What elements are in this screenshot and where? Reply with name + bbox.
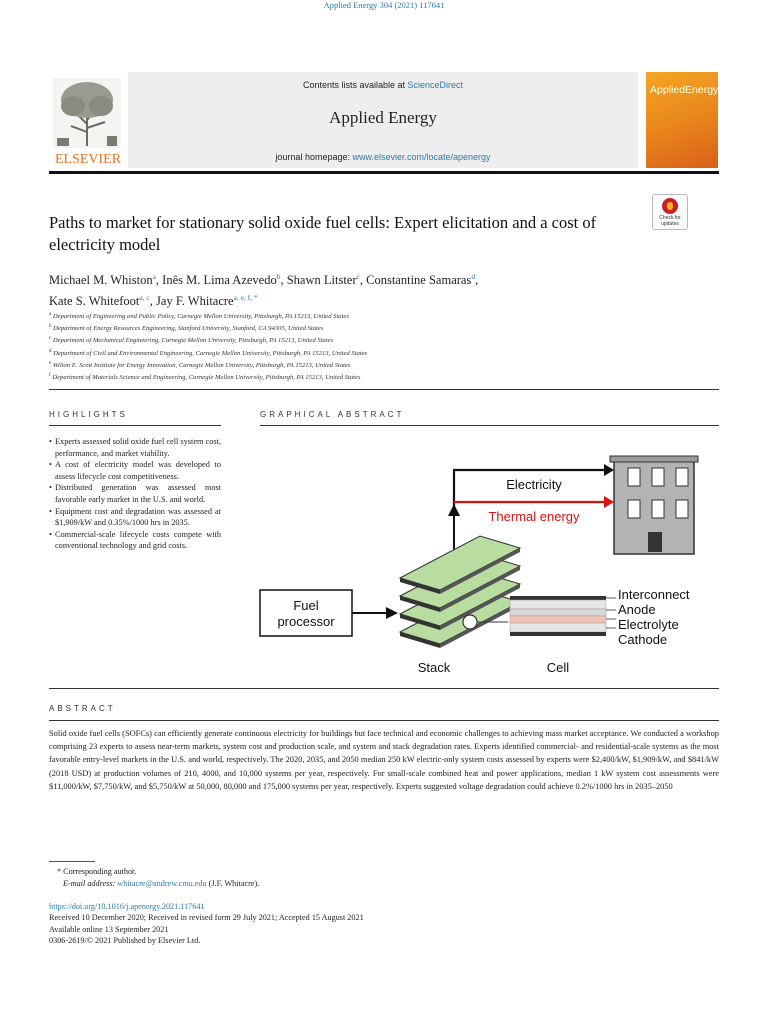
fuel-processor-box: [260, 590, 352, 636]
electricity-label: Electricity: [506, 477, 562, 492]
processor-label: processor: [277, 614, 335, 629]
available-online: Available online 13 September 2021: [49, 924, 169, 934]
building-window: [628, 468, 640, 486]
contents-prefix: Contents lists available at: [302, 80, 408, 90]
check-updates-icon: [662, 198, 678, 214]
affil-mark: b: [49, 324, 52, 330]
building-window: [652, 500, 664, 518]
stack-output-arrowhead: [448, 504, 460, 516]
author-name[interactable]: Michael M. Whiston: [49, 273, 153, 288]
affil-text: Wilton E. Scott Institute for Energy Innovation, Carnegie Mellon University, Pittsburgh, PA 15213, United States: [52, 361, 351, 369]
affiliations-rule: [49, 389, 719, 390]
author-name[interactable]: Kate S. Whitefoot: [49, 294, 140, 309]
highlights-heading: HIGHLIGHTS: [49, 410, 128, 419]
affil-mark: a: [49, 312, 52, 317]
author-affil-mark[interactable]: c: [356, 272, 360, 281]
highlight-item: • Experts assessed solid oxide fuel cell system cost, performance, and market viability.: [49, 436, 221, 459]
highlight-item: • A cost of electricity model was developed to assess lifecycle cost competitiveness.: [49, 459, 221, 482]
author-name[interactable]: Shawn Litster: [286, 273, 357, 288]
affil-text: Department of Civil and Environmental Engineering, Carnegie Mellon University, Pittsburgh, PA 15213, United States: [53, 349, 368, 357]
abstract-rule: [49, 720, 719, 721]
affiliation: [49, 310, 709, 322]
doi-link[interactable]: https://doi.org/10.1016/j.apenergy.2021.117641: [49, 902, 205, 911]
affil-text: Department of Energy Resources Engineering, Stanford University, Stanford, CA 94305, United States: [53, 325, 324, 333]
stack-label: Stack: [417, 660, 451, 675]
check-updates-label: Check for updates: [659, 215, 681, 227]
author-name[interactable]: Inês M. Lima Azevedo: [162, 273, 277, 288]
homepage-prefix: journal homepage:: [275, 152, 353, 162]
cell-label: Cell: [546, 660, 570, 675]
footnote-rule: [49, 861, 95, 862]
footnote-marker: *: [57, 867, 62, 876]
email-suffix: (J.F. Whitacre).: [206, 879, 260, 889]
author-name[interactable]: Constantine Samaras: [366, 273, 472, 288]
copyright: 0306-2619/© 2021 Published by Elsevier Ltd.: [49, 936, 201, 946]
highlights-rule: [49, 425, 221, 426]
fuel-label: Fuel: [293, 598, 319, 613]
homepage-line: [128, 152, 638, 162]
email-label: E-mail address:: [63, 879, 118, 889]
building-roof: [610, 456, 698, 462]
header-rule: [49, 171, 719, 174]
check-for-updates-badge[interactable]: [652, 194, 688, 230]
abstract-heading: ABSTRACT: [49, 704, 116, 713]
journal-reference[interactable]: Applied Energy 304 (2021) 117641: [323, 0, 445, 10]
author-affil-mark[interactable]: a, c: [139, 293, 150, 303]
building-door: [648, 532, 662, 552]
affiliation: [49, 334, 709, 346]
author-affil-mark[interactable]: d: [471, 272, 476, 281]
graphical-abstract-heading: GRAPHICAL ABSTRACT: [260, 410, 405, 419]
graphical-abstract-rule: [260, 425, 719, 426]
affil-mark: c: [49, 336, 52, 342]
elsevier-wordmark: ELSEVIER: [54, 152, 122, 166]
building-window: [628, 500, 640, 518]
contents-line: [128, 80, 638, 90]
article-history: [49, 901, 709, 947]
fuel-cell-stack: [400, 536, 520, 648]
affil-mark: d: [49, 348, 52, 354]
author-affil-mark[interactable]: b: [276, 272, 281, 281]
journal-title: Applied Energy: [329, 108, 437, 127]
highlight-item: • Commercial-scale lifecycle costs compete with conventional technology and grid costs.: [49, 529, 221, 552]
graphical-abstract-bottom-rule: [49, 688, 719, 689]
anode-label: Anode: [618, 602, 656, 617]
email-line: [49, 878, 709, 890]
graphical-abstract-figure[interactable]: [258, 430, 718, 676]
building-window: [676, 500, 688, 518]
highlight-item: • Equipment cost and degradation was assessed at $1,909/kW and 0.35%/1000 hrs in 2035.: [49, 506, 221, 529]
highlight-item: • Distributed generation was assessed most favorable early market in the U.S. and world.: [49, 482, 221, 505]
cell-layers: [510, 596, 606, 636]
affil-text: Department of Materials Science and Engineering, Carnegie Mellon University, Pittsburgh, PA 15213, United States: [52, 374, 361, 382]
author-name[interactable]: Jay F. Whitacre: [156, 294, 234, 309]
cover-title-a: Applied: [650, 84, 686, 96]
abstract-text: Solid oxide fuel cells (SOFCs) can efficiently generate continuous electricity for buildings but face technical and economic challenges to achieving mass market acceptance. We conducted a workshop comprising 23 experts to assess near-term markets, system cost and production scale, and system and stack degradation rates. Experts identified commercial- and residential-scale systems as the most favorable entry-level markets in the U.S. and world, respectively. The 2020, 2035, and 2050 median 250 kW electric-only system costs assessed by experts were $2,400/kW, $1,909/kW, and $841/kW (2018 USD) at production volumes of 210, 4000, and 10,000 systems per year, respectively. For small-scale combined heat and power applications, median 1 kW system cost assessments were $11,000/kW, $7,750/kW, and $5,750/kW at 50,000, 80,000 and 175,000 systems per year, respectively. Experts suggested voltage degradation could achieve 0.2%/1000 hrs in 2035–2050: [49, 729, 719, 791]
building-window: [652, 468, 664, 486]
received-dates: Received 10 December 2020; Received in revised form 29 July 2021; Accepted 15 August 2021: [49, 913, 364, 923]
affiliation: [49, 322, 709, 334]
building-window: [676, 468, 688, 486]
footnote: [49, 866, 709, 891]
thermal-energy-label: Thermal energy: [488, 509, 580, 524]
cover-title: [650, 84, 718, 96]
affil-mark: e: [49, 360, 52, 366]
corresponding-author-note: [49, 866, 709, 878]
interconnect-label: Interconnect: [618, 587, 690, 602]
zoom-circle: [463, 615, 477, 629]
affil-text: Department of Mechanical Engineering, Carnegie Mellon University, Pittsburgh, PA 15213, United States: [52, 337, 334, 345]
cathode-label: Cathode: [618, 632, 668, 647]
electrolyte-label: Electrolyte: [618, 617, 679, 632]
sciencedirect-link[interactable]: ScienceDirect: [407, 80, 464, 90]
affiliations: [49, 310, 709, 383]
thermal-arrowhead: [604, 496, 614, 508]
corresponding-text: Corresponding author.: [63, 867, 137, 876]
homepage-link[interactable]: www.elsevier.com/locate/apenergy: [352, 152, 491, 162]
affil-mark: f: [49, 372, 51, 378]
electricity-arrowhead: [604, 464, 614, 476]
affiliation: [49, 347, 709, 359]
affil-text: Department of Engineering and Public Policy, Carnegie Mellon University, Pittsburgh, PA 15213, United States: [52, 313, 349, 321]
author-affil-mark[interactable]: a: [152, 272, 156, 281]
affiliation: [49, 371, 709, 383]
article-title: Paths to market for stationary solid oxide fuel cells: Expert elicitation and a cost of electricity model: [49, 213, 597, 254]
email-link[interactable]: whitacre@andrew.cmu.edu: [117, 879, 207, 889]
cover-title-b: Energy: [685, 84, 719, 96]
highlights-list: [49, 436, 221, 552]
author-affil-mark[interactable]: a, e, f, *: [233, 293, 258, 303]
fuel-arrowhead: [386, 607, 398, 619]
author-list: Michael M. Whiston$^a$, Inês M. Lima Azevedo$^b$, Shawn Litster$^c$, Constantine Samaras$^d$, Kate S. Whitefoot$^{a, c}$, Jay F. Whitacre$^{a, e, f, *}$: [49, 272, 479, 309]
elsevier-logo: [49, 76, 127, 166]
affiliation: [49, 359, 709, 371]
